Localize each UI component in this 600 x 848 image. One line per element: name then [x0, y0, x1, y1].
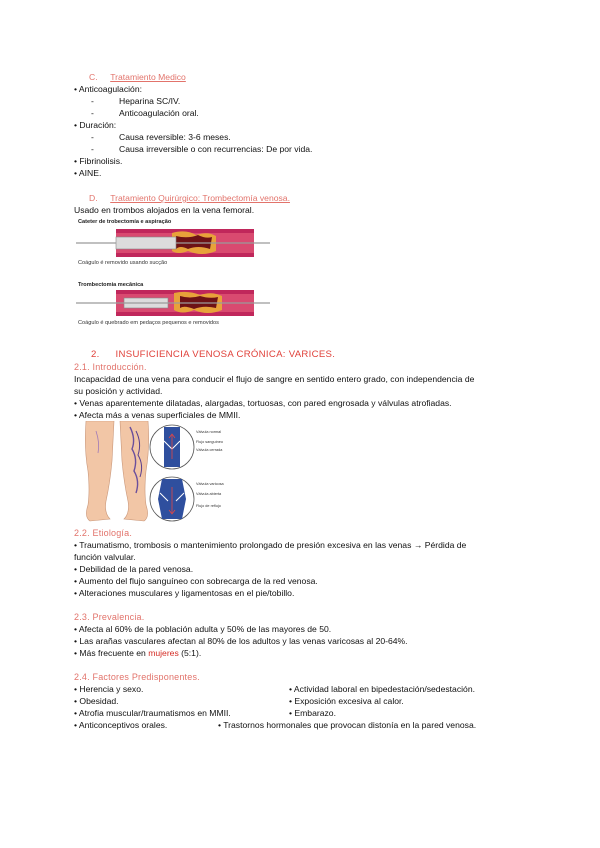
- factor-left-3: • Atrofia muscular/traumatismos en MMII.: [74, 708, 231, 718]
- legs-label-bottom: Válvula varicosa: [196, 482, 224, 486]
- factor-right-3: • Embarazo.: [289, 708, 336, 718]
- etiologia-bullet-1a: • Traumatismo, trombosis o mantenimiento prolongado de presión excesiva en las venas → Pérdida de: [74, 540, 467, 550]
- etiologia-bullet-1b: función valvular.: [74, 552, 136, 562]
- section-d-heading: [89, 193, 290, 204]
- fig2-title: Trombectomia mecânica: [78, 282, 144, 288]
- factor-left-1: • Herencia y sexo.: [74, 684, 144, 694]
- mechanical-thrombectomy-figure: [76, 288, 270, 318]
- anti-item-2: - Anticoagulación oral.: [91, 108, 199, 118]
- section-2-heading: [91, 349, 335, 360]
- section-c-heading: [89, 72, 186, 83]
- intro-bullet-2: • Afecta más a venas superficiales de MMII.: [74, 410, 241, 420]
- intro-paragraph-line1: Incapacidad de una vena para conducir el flujo de sangre en sentido entero grado, con independencia de: [74, 374, 475, 384]
- factores-heading: 2.4. Factores Predisponentes.: [74, 672, 200, 682]
- etiologia-bullet-2: • Debilidad de la pared venosa.: [74, 564, 194, 574]
- factor-right-1: • Actividad laboral en bipedestación/sedestación.: [289, 684, 475, 694]
- anti-item-1: - Heparina SC/IV.: [91, 96, 181, 106]
- prevalencia-bullet-3: • Más frecuente en mujeres (5:1).: [74, 648, 202, 658]
- mujeres-highlight: mujeres: [148, 648, 179, 658]
- varicose-legs-illustration: [76, 421, 226, 525]
- fig1-caption: Coágulo é removido usando sucção: [78, 260, 168, 266]
- factor-right-4: • Trastornos hormonales que provocan distonía en la pared venosa.: [218, 720, 477, 730]
- fibrinolisis-bullet: • Fibrinolisis.: [74, 156, 123, 166]
- legs-label-top: Válvula normal: [196, 430, 222, 434]
- fig1-title: Cateter de trobectomía e aspiração: [78, 219, 172, 225]
- intro-heading: 2.1. Introducción.: [74, 362, 147, 372]
- prevalencia-heading: 2.3. Prevalencia.: [74, 612, 145, 622]
- dur-item-1: - Causa reversible: 3-6 meses.: [91, 132, 231, 142]
- intro-bullet-1: • Venas aparentemente dilatadas, alargadas, tortuosas, con pared engrosada y válvulas atrofiadas.: [74, 398, 452, 408]
- section-c-letter: C.: [89, 72, 98, 82]
- prevalencia-bullet-2: • Las arañas vasculares afectan al 80% de los adultos y las venas varicosas al 20-64%.: [74, 636, 408, 646]
- left-leg: [85, 421, 114, 521]
- legs-label-bottom2: Válvula abierta: [196, 492, 222, 496]
- legs-label-top2: Flujo sanguíneo: [196, 440, 224, 444]
- aspiration-catheter-figure: [76, 227, 270, 259]
- section-2-number: 2.: [91, 349, 100, 360]
- section-d-title: Tratamiento Quirúrgico: Trombectomía venosa.: [110, 193, 290, 203]
- dur-item-2: - Causa irreversible o con recurrencias: De por vida.: [91, 144, 313, 154]
- etiologia-bullet-4: • Alteraciones musculares y ligamentosas en el pie/tobillo.: [74, 588, 295, 598]
- duracion-bullet: • Duración:: [74, 120, 117, 130]
- etiologia-heading: 2.2. Etiología.: [74, 528, 133, 538]
- factor-left-2: • Obesidad.: [74, 696, 119, 706]
- section-c-title: Tratamiento Medico: [110, 72, 186, 82]
- fig2-caption: Coágulo é quebrado em pedaços pequenos e removidos: [78, 320, 219, 326]
- factor-right-2: • Exposición excesiva al calor.: [289, 696, 404, 706]
- factor-left-4: • Anticonceptivos orales.: [74, 720, 168, 730]
- prevalencia-bullet-1: • Afecta al 60% de la población adulta y 50% de las mayores de 50.: [74, 624, 332, 634]
- aine-bullet: • AINE.: [74, 168, 102, 178]
- etiologia-bullet-3: • Aumento del flujo sanguíneo con sobrecarga de la red venosa.: [74, 576, 318, 586]
- section-d-letter: D.: [89, 193, 98, 203]
- legs-label-top3: Válvula cerrada: [196, 448, 223, 452]
- intro-paragraph-line2: su posición y actividad.: [74, 386, 163, 396]
- anticoagulacion-bullet: • Anticoagulación:: [74, 84, 142, 94]
- trombectomia-intro: Usado en trombos alojados en la vena femoral.: [74, 205, 255, 215]
- legs-label-bottom3: Flujo de reflujo: [196, 504, 221, 508]
- section-2-title: INSUFICIENCIA VENOSA CRÓNICA: VARICES.: [115, 349, 336, 360]
- catheter: [116, 237, 176, 249]
